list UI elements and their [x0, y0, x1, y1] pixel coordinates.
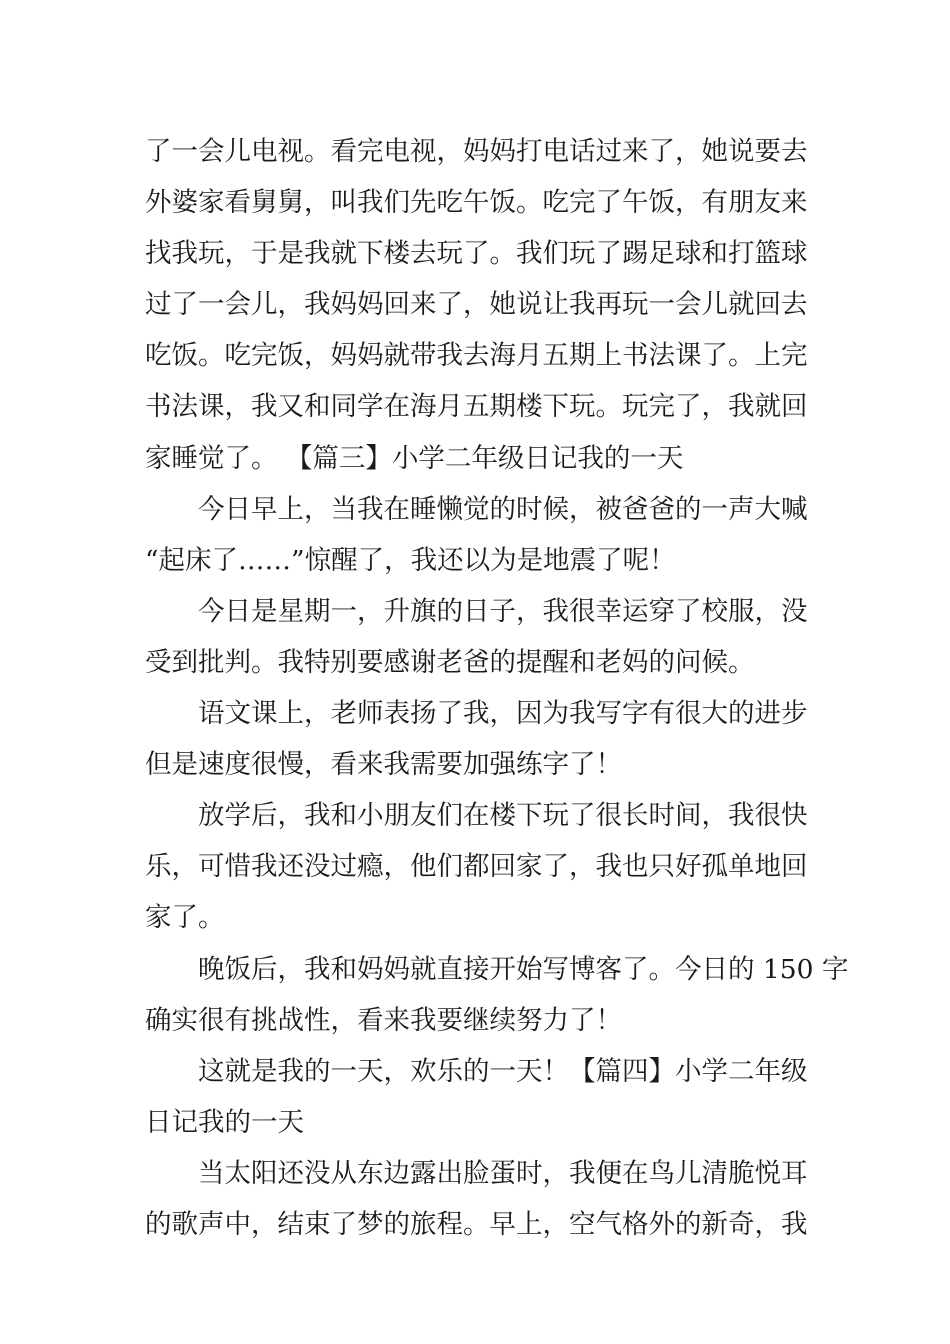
body-text — [145, 126, 849, 1250]
text-line: 吃饭。吃完饭，妈妈就带我去海月五期上书法课了。上完 — [145, 340, 808, 372]
text-line: 今日早上，当我在睡懒觉的时候，被爸爸的一声大喊 — [198, 493, 808, 525]
text-line: 了一会儿电视。看完电视，妈妈打电话过来了，她说要去 — [145, 136, 808, 167]
text-line: “起床了……”惊醒了，我还以为是地震了呢！ — [145, 544, 676, 576]
text-line: 外婆家看舅舅，叫我们先吃午饭。吃完了午饭，有朋友来 — [145, 187, 808, 219]
text-line: 过了一会儿，我妈妈回来了，她说让我再玩一会儿就回去 — [145, 289, 808, 321]
text-line: 受到批判。我特别要感谢老爸的提醒和老妈的问候。 — [145, 646, 755, 678]
text-line: 找我玩，于是我就下楼去玩了。我们玩了踢足球和打篮球 — [145, 238, 808, 270]
text-line: 当太阳还没从东边露出脸蛋时，我便在鸟儿清脆悦耳 — [198, 1157, 808, 1189]
text-line: 放学后，我和小朋友们在楼下玩了很长时间，我很快 — [198, 800, 808, 832]
text-line: 日记我的一天 — [145, 1106, 304, 1138]
text-line: 家了。 — [145, 902, 225, 934]
text-line: 这就是我的一天，欢乐的一天！【篇四】小学二年级 — [198, 1055, 808, 1087]
text-line: 家睡觉了。 【篇三】小学二年级日记我的一天 — [145, 442, 684, 474]
text-line: 乐，可惜我还没过瘾，他们都回家了，我也只好孤单地回 — [145, 851, 808, 883]
text-line: 晚饭后，我和妈妈就直接开始写博客了。今日的 150 字 — [198, 953, 849, 985]
text-line: 书法课，我又和同学在海月五期楼下玩。玩完了，我就回 — [145, 391, 808, 423]
text-line: 语文课上，老师表扬了我，因为我写字有很大的进步 — [198, 698, 808, 730]
text-line: 确实很有挑战性，看来我要继续努力了！ — [145, 1004, 622, 1036]
text-line: 但是速度很慢，看来我需要加强练字了！ — [145, 749, 622, 781]
text-line: 的歌声中，结束了梦的旅程。早上，空气格外的新奇，我 — [145, 1208, 808, 1240]
text-line: 今日是星期一，升旗的日子，我很幸运穿了校服，没 — [198, 595, 808, 627]
